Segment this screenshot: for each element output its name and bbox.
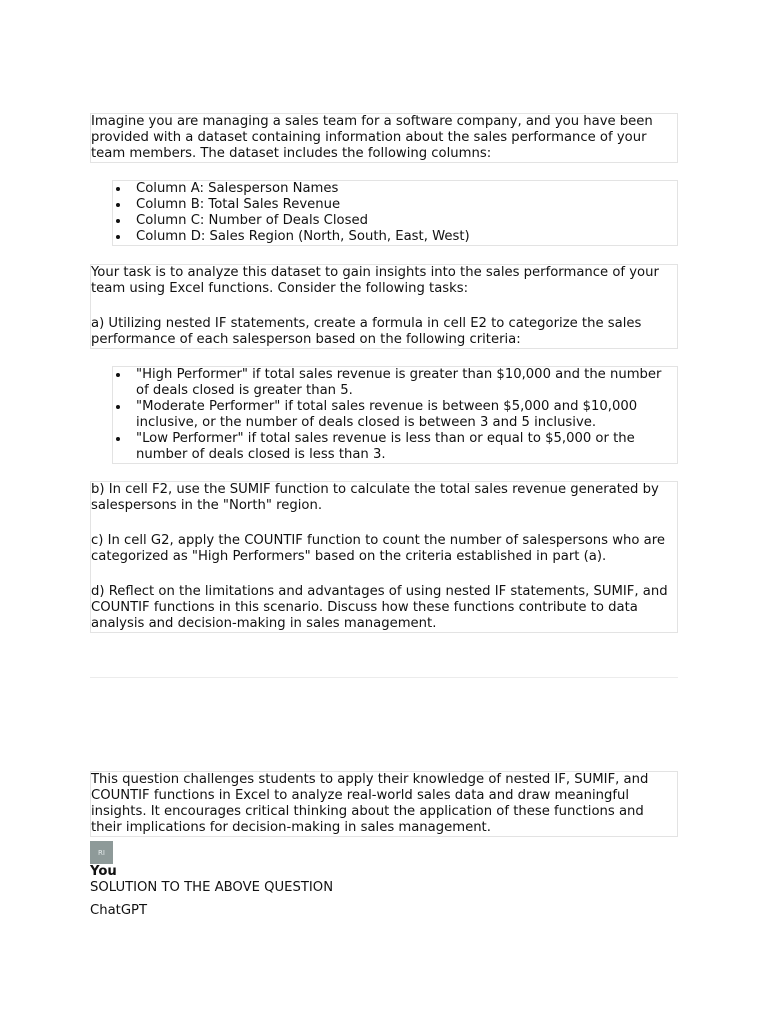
intro-paragraph: Imagine you are managing a sales team for a software company, and you have been provided with a dataset containing information about the sales performance of your team members. The dataset includes the following columns:	[91, 114, 653, 161]
list-item: "Moderate Performer" if total sales revenue is between $5,000 and $10,000 inclusive, or the number of deals closed is between 3 and 5 inclusive.	[136, 399, 677, 431]
list-item: "High Performer" if total sales revenue is greater than $10,000 and the number of deals closed is greater than 5.	[136, 367, 677, 399]
assistant-name: ChatGPT	[90, 903, 148, 918]
list-item: Column C: Number of Deals Closed	[136, 213, 677, 229]
user-message: SOLUTION TO THE ABOVE QUESTION	[90, 880, 334, 895]
task-intro-block	[90, 264, 678, 349]
list-item: Column B: Total Sales Revenue	[136, 197, 677, 213]
task-intro-paragraph: Your task is to analyze this dataset to gain insights into the sales performance of your team using Excel functions. Consider the following tasks:	[91, 265, 659, 296]
list-item: Column A: Salesperson Names	[136, 181, 677, 197]
list-item: "Low Performer" if total sales revenue is less than or equal to $5,000 or the number of deals closed is less than 3.	[136, 431, 677, 463]
task-a-paragraph: a) Utilizing nested IF statements, create a formula in cell E2 to categorize the sales performance of each salesperson based on the following criteria:	[91, 316, 642, 347]
summary-block	[90, 771, 678, 837]
tasks-bcd-block	[90, 481, 678, 633]
criteria-list	[112, 366, 678, 464]
user-name: You	[90, 864, 117, 879]
summary-paragraph: This question challenges students to apply their knowledge of nested IF, SUMIF, and COUNTIF functions in Excel to analyze real-world sales data and draw meaningful insights. It encourages critical thinking about the application of these functions and their implications for decision-making in sales management.	[91, 772, 649, 835]
avatar-initials: RI	[98, 848, 105, 857]
list-item: Column D: Sales Region (North, South, East, West)	[136, 229, 677, 245]
task-b-paragraph: b) In cell F2, use the SUMIF function to calculate the total sales revenue generated by salespersons in the "North" region.	[91, 482, 659, 513]
columns-list	[112, 180, 678, 246]
avatar	[90, 841, 113, 864]
task-d-paragraph: d) Reflect on the limitations and advantages of using nested IF statements, SUMIF, and COUNTIF functions in this scenario. Discuss how these functions contribute to data analysis and decision-making in sales management.	[91, 584, 668, 631]
intro-block	[90, 113, 678, 163]
divider	[90, 677, 678, 678]
task-c-paragraph: c) In cell G2, apply the COUNTIF function to count the number of salespersons who are categorized as "High Performers" based on the criteria established in part (a).	[91, 533, 665, 564]
